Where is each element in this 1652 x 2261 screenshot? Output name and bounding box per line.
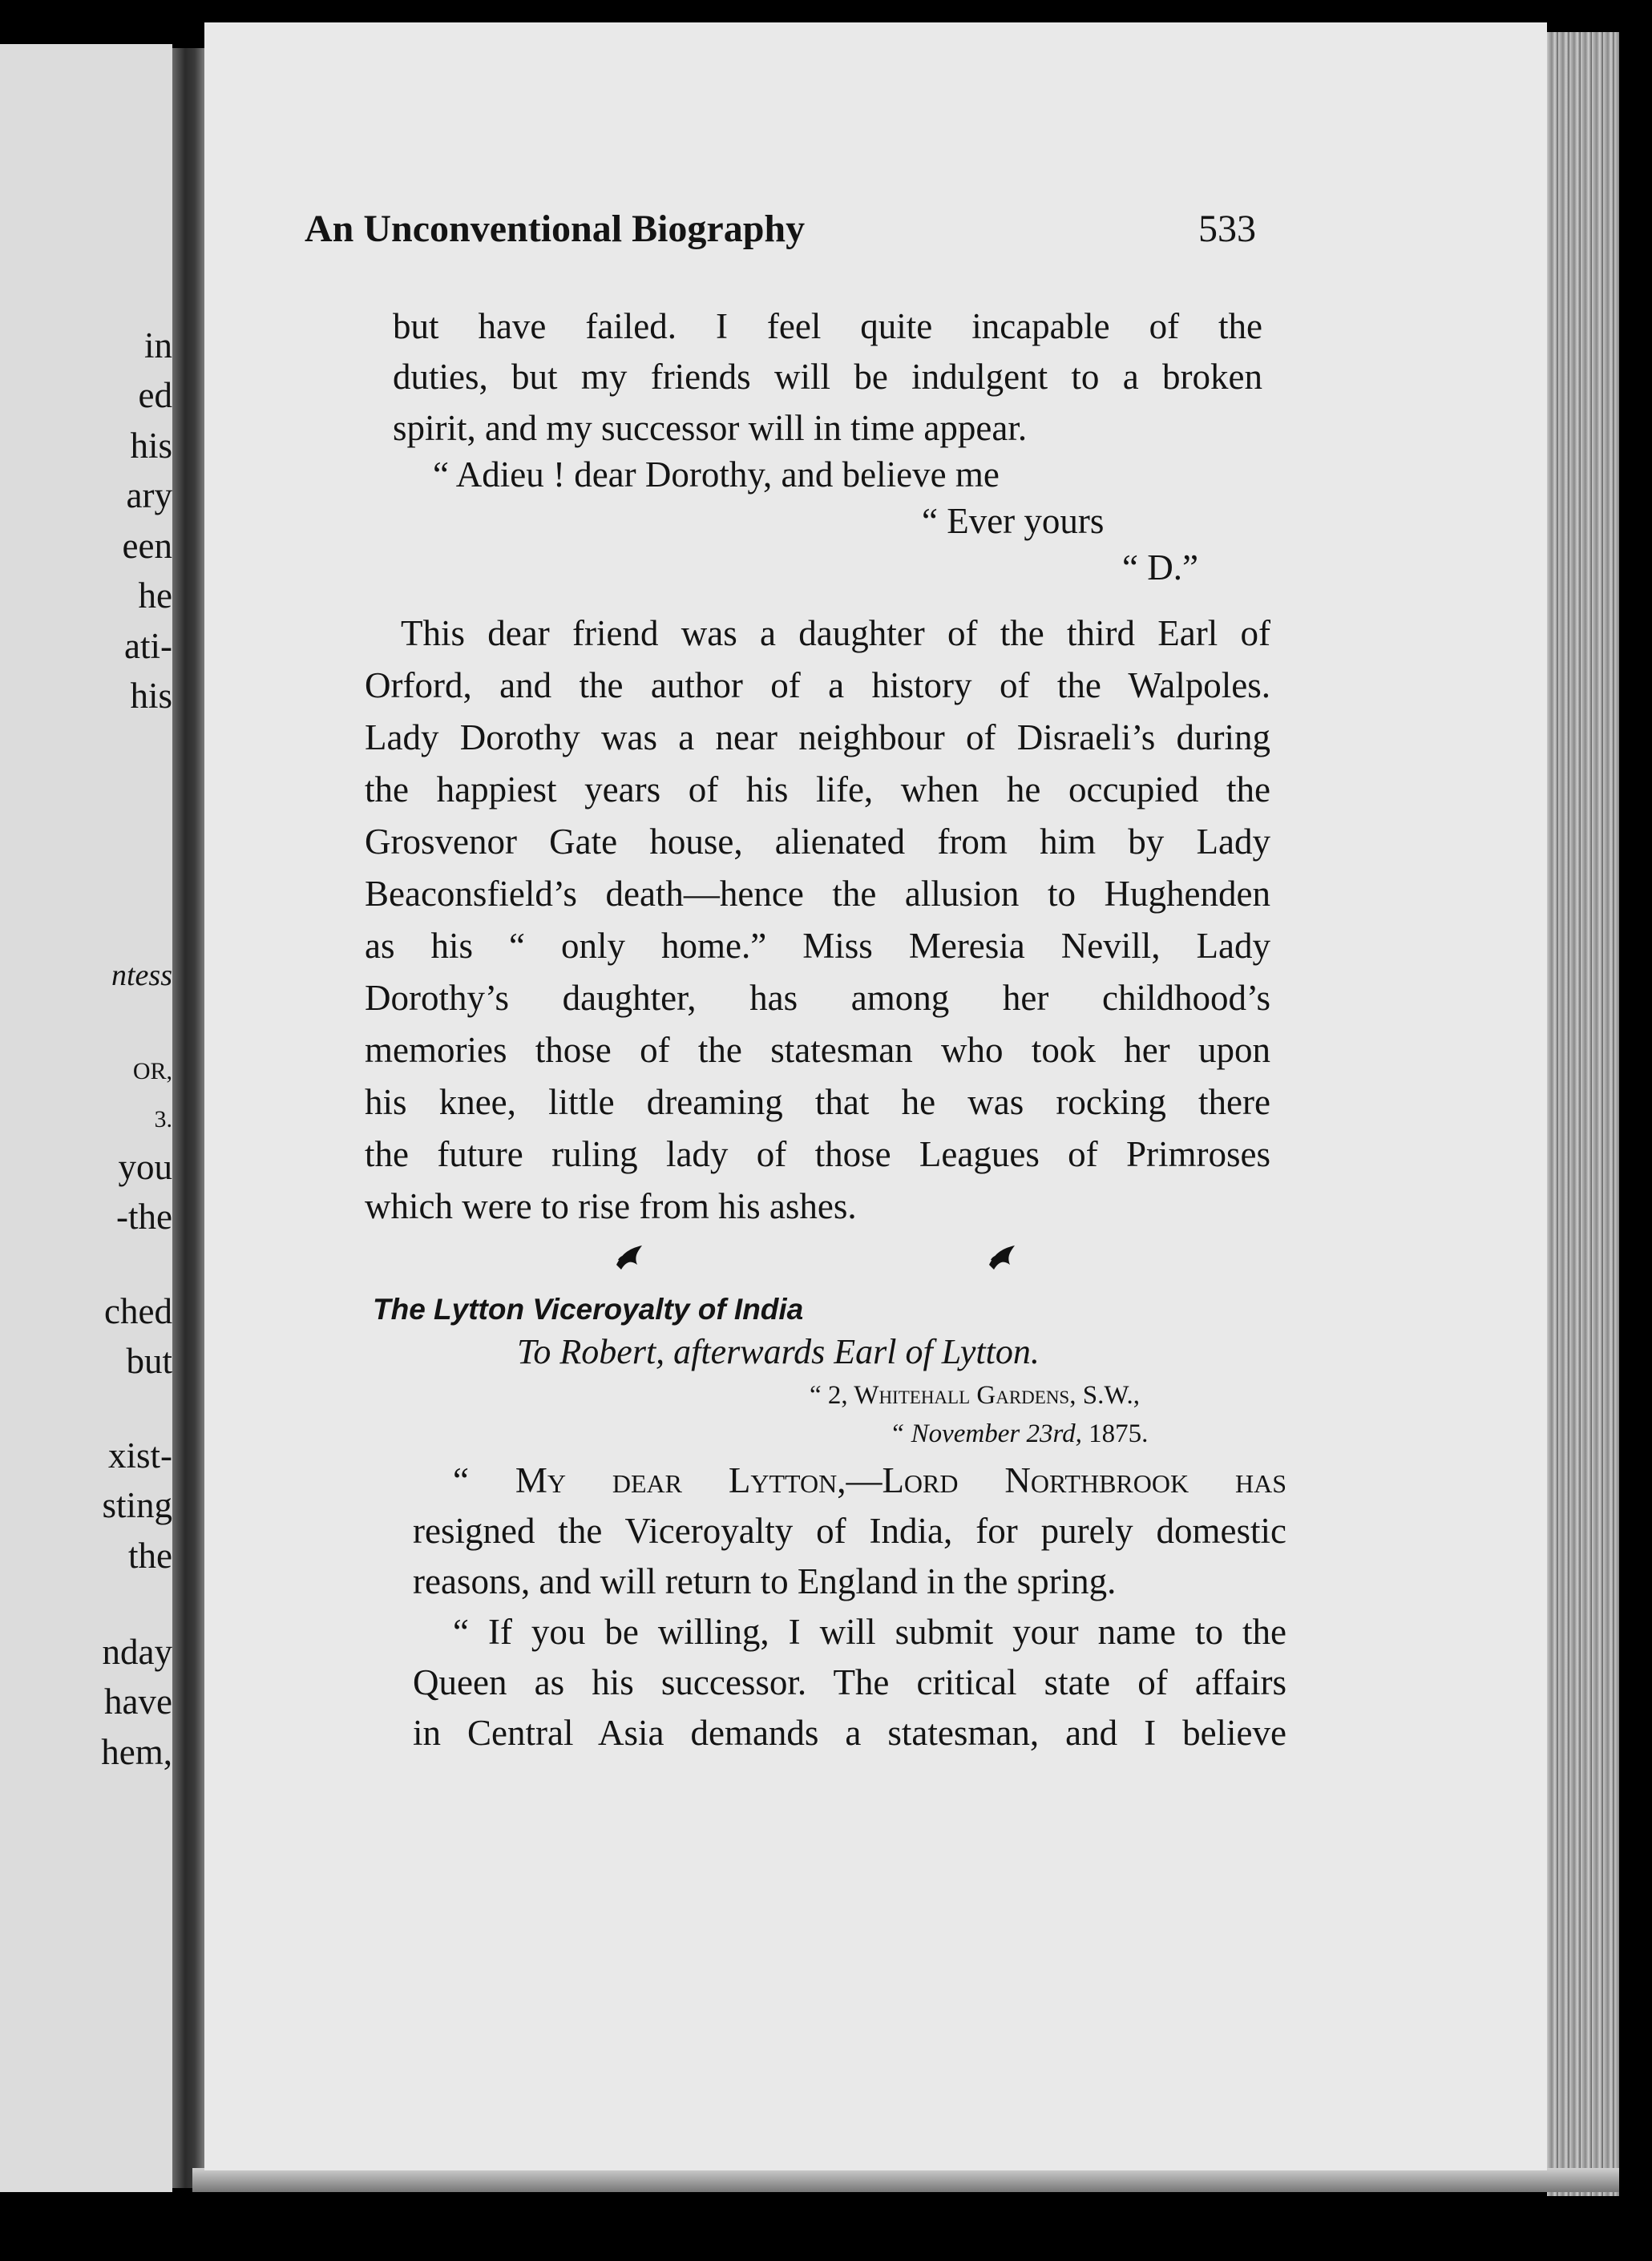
body-line: spirit, and my successor will in time appear. [393,408,1028,448]
page-number: 533 [1198,208,1256,250]
book-gutter [172,48,204,2188]
left-page-fragment: ary [126,475,172,515]
left-page-fragment: hem, [101,1732,172,1772]
body-line: but have failed. I feel quite incapable of the [393,306,1262,346]
body-line: duties, but my friends will be indulgent to a broken [393,357,1262,397]
left-page-fragment: he [138,575,172,616]
left-page-fragment: in [143,325,172,365]
left-page-fragment: nday [102,1632,172,1672]
body-line: Orford, and the author of a history of the Walpoles. [365,665,1270,705]
body-line: as his “ only home.” Miss Meresia Nevill, Lady [365,926,1270,966]
left-facing-page [0,44,172,2192]
book-page-edges [1547,32,1619,2196]
running-head-title: An Unconventional Biography [305,208,806,250]
left-page-fragment: ntess [111,959,172,992]
body-line: the happiest years of his life, when he occupied the [365,769,1270,810]
left-page-fragment: ched [104,1291,172,1331]
letter-recipient: To Robert, afterwards Earl of Lytton. [517,1332,1040,1371]
body-line: in Central Asia demands a statesman, and I believe [413,1713,1286,1753]
left-page-fragment: the [128,1536,172,1576]
letter-address: “ 2, Whitehall Gardens, S.W., [810,1381,1140,1410]
body-line: resigned the Viceroyalty of India, for purely domestic [413,1511,1286,1551]
left-page-fragment: 3. [154,1106,172,1133]
body-line: Beaconsfield’s death—hence the allusion to Hughenden [365,874,1270,914]
letter-date-day: “ November 23rd, [890,1419,1082,1448]
letter-salutation: “ My dear Lytton,—Lord Northbrook has [453,1460,1286,1500]
letter-date-year: 1875. [1089,1419,1149,1448]
left-page-fragment: you [118,1147,172,1187]
body-line: This dear friend was a daughter of the third Earl of [401,613,1270,653]
left-page-fragment: but [126,1341,172,1381]
body-line: Dorothy’s daughter, has among her childhood’s [365,978,1270,1018]
left-page-fragment: OR, [132,1058,172,1084]
left-page-fragment: his [130,426,172,466]
body-line: memories those of the statesman who took her upon [365,1030,1270,1070]
body-line: which were to rise from his ashes. [365,1186,857,1226]
left-page-fragment: sting [102,1485,172,1525]
book-bottom-edge [192,2168,1619,2192]
left-page-fragment: een [122,526,172,566]
left-page-fragment: xist- [107,1435,172,1476]
section-heading: The Lytton Viceroyalty of India [373,1293,804,1326]
fleuron-ornament-icon [986,1241,1018,1273]
body-line: the future ruling lady of those Leagues of Primroses [365,1134,1270,1174]
left-page-fragment: have [104,1682,172,1722]
body-line: Lady Dorothy was a near neighbour of Disraeli’s during [365,717,1270,757]
body-line: reasons, and will return to England in the spring. [413,1561,1117,1601]
left-page-fragment: -the [116,1197,172,1237]
body-line: “ If you be willing, I will submit your name to the [453,1612,1286,1652]
fleuron-ornament-icon [613,1241,645,1273]
left-page-fragment: his [130,676,172,716]
body-line: Grosvenor Gate house, alienated from him by Lady [365,822,1270,862]
letter-date [890,1421,1148,1447]
letter-signature: “ D.” [1122,547,1198,587]
letter-valediction: “ Adieu ! dear Dorothy, and believe me [433,454,1000,495]
left-page-fragment: ed [138,375,172,415]
body-line: his knee, little dreaming that he was rocking there [365,1082,1270,1122]
body-line: Queen as his successor. The critical state of affairs [413,1662,1286,1702]
letter-closing: “ Ever yours [922,501,1105,541]
left-page-fragment: ati- [124,626,172,666]
